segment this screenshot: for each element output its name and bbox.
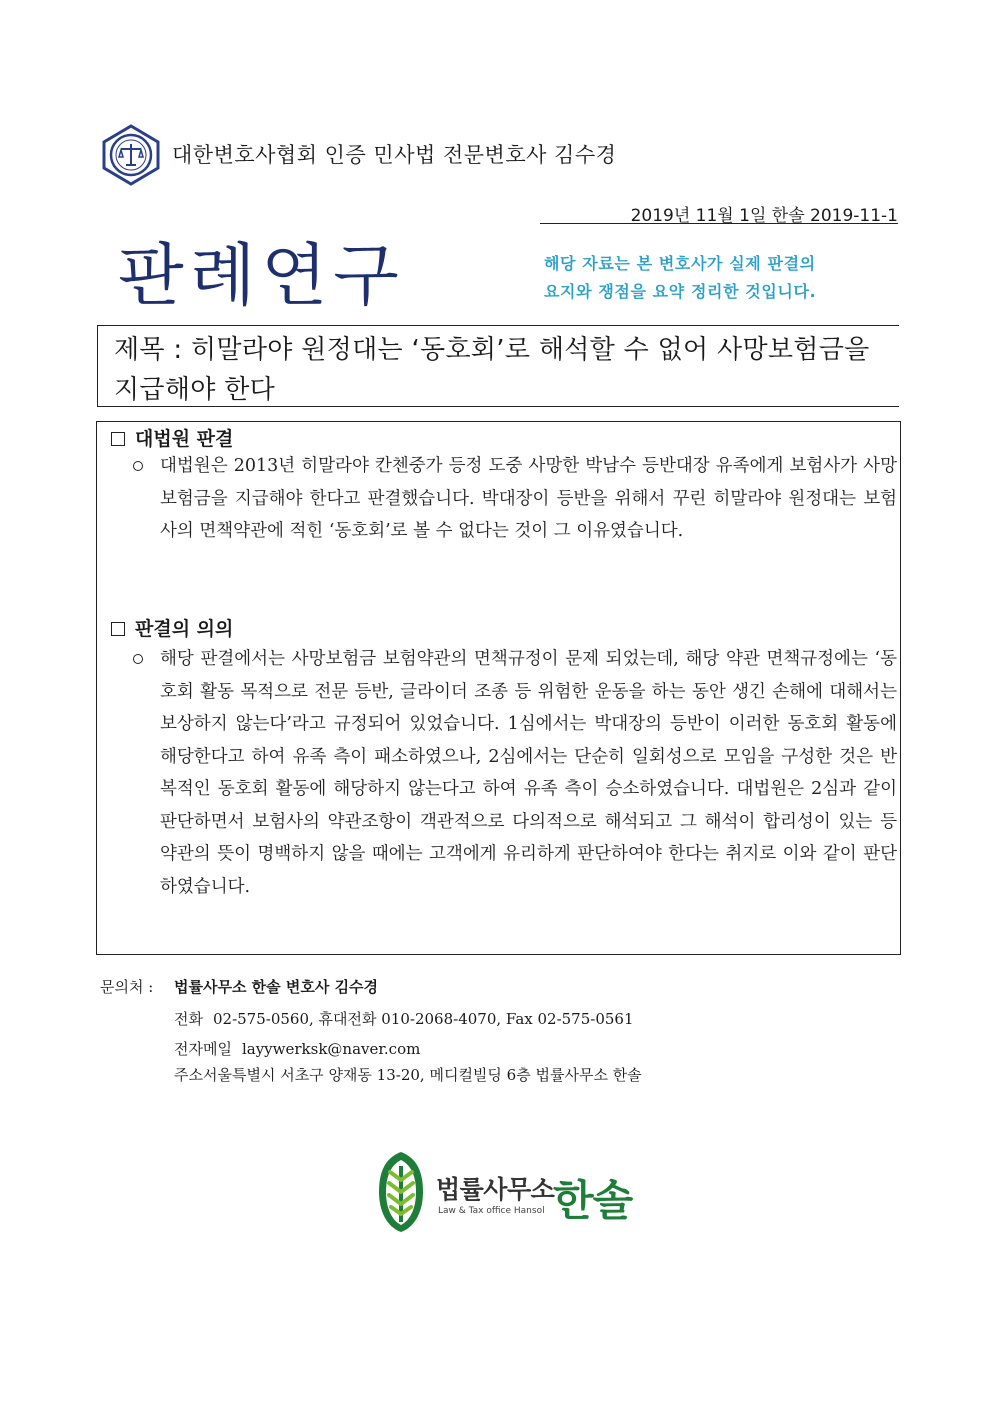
contact-firm: 법률사무소 한솔 변호사 김수경	[174, 978, 379, 996]
section-paragraph: 대법원은 2013년 히말라야 칸첸중가 등정 도중 사망한 박남수 등반대장 유족에게 보험사가 사망보험금을 지급해야 한다고 판결했습니다. 박대장이 등반을 위해서 꾸린 히말라야 원정대는 보험사의 면책약관에 적힌 ‘동호회’로 볼 수 없다는 것이 그 이유였습니다.	[160, 456, 897, 541]
logo-korean-prefix: 법률사무소	[436, 1175, 555, 1204]
section-paragraph: 해당 판결에서는 사망보험금 보험약관의 면책규정이 문제 되었는데, 해당 약관 면책규정에는 ‘동호회 활동 목적으로 전문 등반, 글라이더 조종 등 위험한 운동을 하는 동안 생긴 손해에 대해서는 보상하지 않는다’라고 규정되어 있었습니다. 1심에서는 박대장의 등반이 이러한 동호회 활동에 해당한다고 하여 유족 측이 패소하였으나, 2심에서는 단순히 일회성으로 모임을 구성한 것은 반복적인 동호회 활동에 해당하지 않는다고 하여 유족 측이 승소하였습니다. 대법원은 2심과 같이 판단하면서 보험사의 약관조항이 객관적으로 다의적으로 해석되고 그 해석이 합리성이 있는 등 약관의 뜻이 명백하지 않을 때에는 고객에게 유리하게 판단하여야 한다는 취지로 이와 같이 판단하였습니다.	[160, 649, 897, 897]
contact-label: 문의처 :	[100, 978, 154, 996]
circle-bullet-icon	[133, 461, 143, 471]
logo-name: 한솔	[553, 1176, 633, 1225]
subject-rule-bottom	[97, 406, 899, 407]
address-value: 서울특별시 서초구 양재동 13-20, 메디컬빌딩 6층 법률사무소 한솔	[202, 1066, 642, 1084]
contact-address-line	[174, 1064, 642, 1085]
phone-value: 02-575-0560, 휴대전화 010-2068-4070, Fax 02-575-0561	[212, 1010, 634, 1028]
subject-title: 제목 : 히말라야 원정대는 ‘동호회’로 해석할 수 없어 사망보험금을 지급해야 한다	[114, 335, 870, 405]
phone-label: 전화	[174, 1010, 203, 1028]
email-value[interactable]: layywerksk@naver.com	[241, 1040, 421, 1058]
checkbox-square-icon	[111, 622, 125, 636]
section-heading	[111, 614, 233, 641]
notice-line-2: 요지와 쟁점을 요약 정리한 것입니다.	[544, 282, 817, 301]
document-title: 판례연구	[118, 237, 405, 316]
dateline-rule	[540, 223, 898, 224]
bar-association-seal-icon	[100, 124, 162, 186]
subject-left-rule	[97, 326, 98, 406]
section-heading-text: 판결의 의의	[135, 618, 234, 640]
section-heading	[111, 424, 233, 451]
section-heading-text: 대법원 판결	[135, 428, 234, 450]
contact-phone-line	[174, 1008, 634, 1029]
notice-line-1: 해당 자료는 본 변호사가 실제 판결의	[544, 254, 816, 273]
checkbox-square-icon	[111, 432, 125, 446]
dateline: 2019년 11월 1일 한솔 2019-11-1	[630, 206, 898, 226]
email-label: 전자메일	[174, 1040, 232, 1058]
logo-english-name: Law & Tax office Hansol	[438, 1206, 545, 1216]
hansol-pine-logo-icon	[377, 1150, 425, 1234]
address-label: 주소	[174, 1066, 203, 1084]
circle-bullet-icon	[133, 654, 143, 664]
association-line: 대한변호사협회 인증 민사법 전문변호사 김수경	[172, 143, 617, 167]
subject-rule-top	[97, 325, 899, 326]
notice	[544, 250, 816, 306]
contact-email-line	[174, 1038, 420, 1059]
